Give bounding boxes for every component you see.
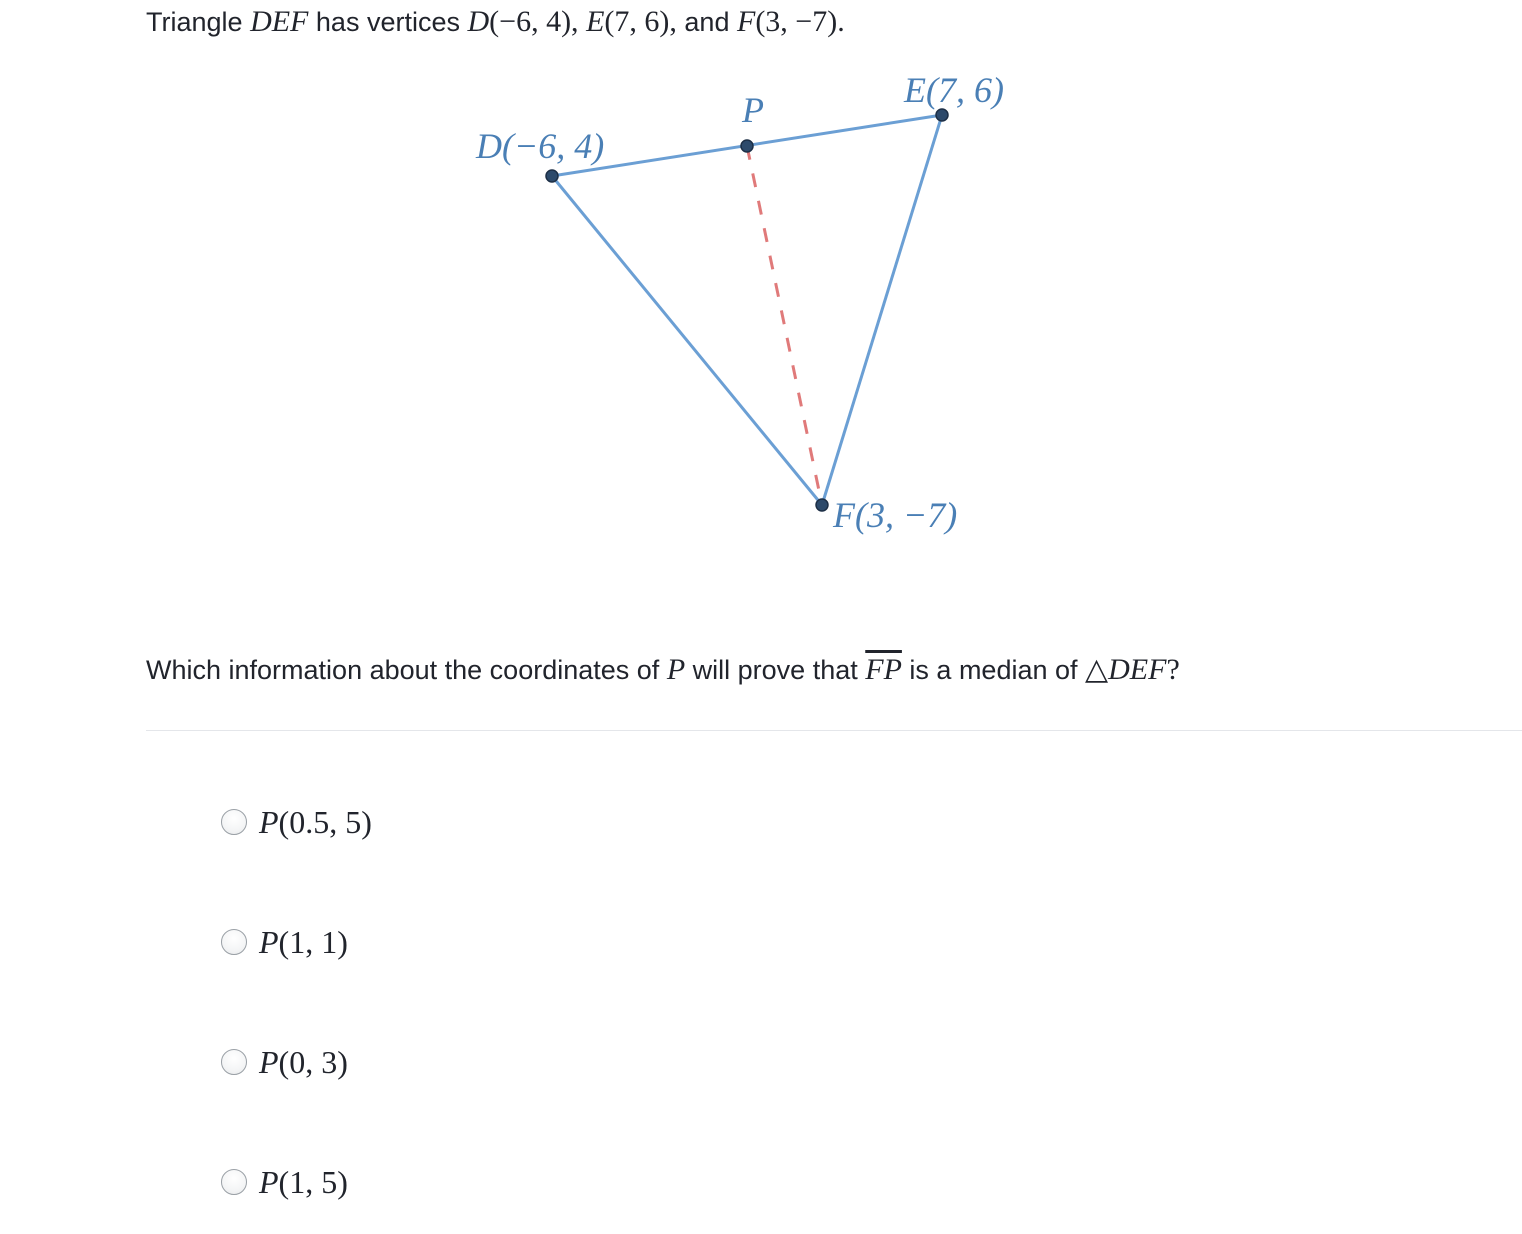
label-p: P [742,90,764,130]
prompt-vertex-d-letter: D [467,5,490,38]
radio-button[interactable] [221,1049,247,1075]
prompt-triangle-name: DEF [250,5,309,38]
choice-coords: (1, 5) [278,1164,348,1200]
triangle-symbol: △ [1085,653,1109,686]
choice-label [259,1162,348,1202]
divider [146,730,1522,731]
prompt-vertex-e-letter: E [586,5,605,38]
side-ef [822,115,942,505]
choice-point-p: P [259,1044,279,1080]
question-text [146,650,1180,690]
point-f [816,499,828,511]
prompt-text-3: and [684,7,730,37]
choice-coords: (1, 1) [278,924,348,960]
question-text-2: will prove that [692,655,858,685]
radio-button[interactable] [221,1169,247,1195]
choice-label [259,802,372,842]
point-p [741,140,753,152]
choice-0[interactable] [221,802,372,842]
question-triangle-name: DEF [1108,653,1167,686]
question-text-3: is a median of [909,655,1078,685]
radio-button[interactable] [221,929,247,955]
triangle-sides [552,115,942,505]
prompt-text [146,4,845,40]
prompt-text-1: Triangle [146,7,243,37]
prompt-vertex-f-letter: F [736,5,756,38]
prompt-vertex-f-coords: (3, −7). [755,5,845,38]
point-d [546,170,558,182]
question-mark: ? [1166,653,1180,686]
question-segment-fp: $\overline{FP}$ [865,653,902,686]
median-fp [747,146,822,505]
choice-coords: (0, 3) [278,1044,348,1080]
prompt-vertex-d-coords: (−6, 4), [489,5,579,38]
radio-button[interactable] [221,809,247,835]
side-fd [552,176,822,505]
choice-1[interactable] [221,922,348,962]
prompt-vertex-e-coords: (7, 6), [604,5,677,38]
label-f: F(3, −7) [833,495,958,535]
choice-point-p: P [259,924,279,960]
label-e: E(7, 6) [904,70,1004,110]
point-e [936,109,948,121]
choice-2[interactable] [221,1042,348,1082]
triangle-figure [460,60,1060,560]
question-text-1: Which information about the coordinates of [146,655,660,685]
choice-point-p: P [259,804,279,840]
question-point-p: P [666,653,686,686]
choice-point-p: P [259,1164,279,1200]
prompt-text-2: has vertices [315,7,460,37]
choice-label [259,1042,348,1082]
label-d: D(−6, 4) [476,126,605,166]
choice-label [259,922,348,962]
choice-coords: (0.5, 5) [278,804,372,840]
choice-3[interactable] [221,1162,348,1202]
